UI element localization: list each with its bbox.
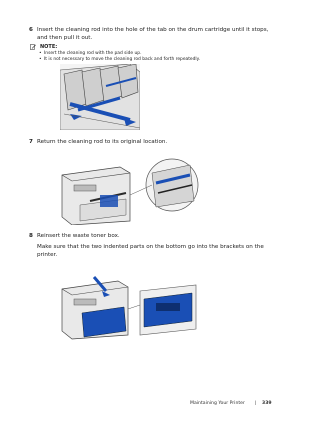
step-text: Return the cleaning rod to its original location. <box>37 139 168 145</box>
page-number: 339 <box>262 401 272 406</box>
step-number: 8 <box>29 233 33 239</box>
return-rod-illustration <box>60 155 200 225</box>
step-7 <box>29 139 289 147</box>
cleaning-rod-illustration <box>60 64 140 130</box>
step-text: Reinsert the waste toner box. <box>37 233 120 239</box>
step-text-line2: and then pull it out. <box>37 35 93 41</box>
footer-separator: | <box>255 401 257 406</box>
footer-section: Maintaining Your Printer <box>190 401 245 406</box>
waste-toner-box-illustration <box>60 269 200 341</box>
step-number: 7 <box>29 139 33 145</box>
note-title: NOTE: <box>40 44 58 50</box>
note-bullet: • It is not necessary to move the cleaning rod back and forth repeatedly. <box>44 57 200 63</box>
step-paragraph-line2: printer. <box>37 252 58 258</box>
step-number: 6 <box>29 27 33 33</box>
step-text-line1: Insert the cleaning rod into the hole of the tab on the drum cartridge until it stops, <box>37 27 269 33</box>
step-paragraph-line1: Make sure that the two indented parts on the bottom go into the brackets on the <box>37 244 264 250</box>
step-8 <box>29 233 289 263</box>
step-6 <box>29 27 289 43</box>
note-bullet: • Insert the cleaning rod with the pad side up. <box>44 51 142 57</box>
note-pencil-icon <box>30 44 36 50</box>
